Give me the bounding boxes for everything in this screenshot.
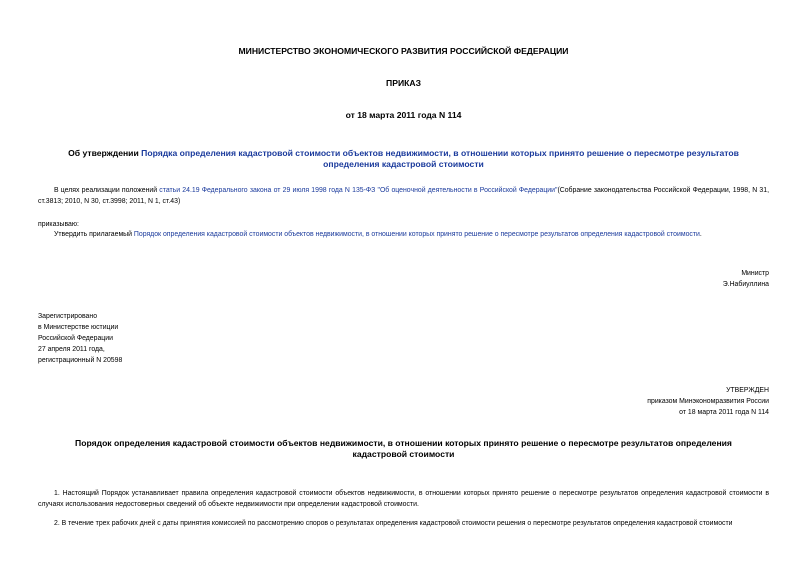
procedure-paragraph-2: 2. В течение трех рабочих дней с даты принятия комиссией по рассмотрению споров о результатах определения кадастровой стоимости решения о пересмотре результатов определения кадастровой стоимости: [54, 520, 733, 527]
registration-line-1: Зарегистрировано: [38, 313, 98, 320]
signature-position: Министр: [741, 270, 769, 277]
prikazyvayu-label: приказываю:: [38, 221, 79, 228]
approve-paragraph: [54, 229, 769, 240]
approved-line-1: УТВЕРЖДЕН: [726, 387, 769, 394]
registration-line-3: Российской Федерации: [38, 335, 113, 342]
signature-name: Э.Набиуллина: [722, 281, 769, 288]
ministry-heading: МИНИСТЕРСТВО ЭКОНОМИЧЕСКОГО РАЗВИТИЯ РОССИЙСКОЙ ФЕДЕРАЦИИ: [238, 46, 569, 56]
approve-suffix: .: [699, 231, 702, 238]
approved-line-2: приказом Минэкономразвития России: [647, 398, 769, 405]
preamble-paragraph: [38, 185, 769, 207]
preamble-intro: В целях реализации положений: [54, 187, 160, 194]
approve-prefix: Утвердить прилагаемый: [54, 231, 134, 238]
law-article-link[interactable]: статьи 24.19 Федерального закона от 29 июля 1998 года N 135-ФЗ "Об оценочной деятельности в Российской Федерации": [159, 187, 558, 194]
doc-type-heading: ПРИКАЗ: [386, 78, 421, 88]
procedure-title: Порядок определения кадастровой стоимости объектов недвижимости, в отношении которых принято решение о пересмотре результатов определения кадастровой стоимости: [75, 438, 732, 459]
procedure-link-title[interactable]: Порядка определения кадастровой стоимости объектов недвижимости, в отношении которых принято решение о пересмотре результатов определения кадастровой стоимости: [141, 148, 739, 169]
order-date-number: от 18 марта 2011 года N 114: [345, 110, 462, 120]
preamble-tail: (Собрание законодательства Российской Федерации, 1998, N 31, ст.3813; 2010, N 30, ст.3998; 2011, N 1, ст.43): [38, 187, 770, 205]
approved-line-3: от 18 марта 2011 года N 114: [679, 409, 769, 416]
procedure-link-approve[interactable]: Порядок определения кадастровой стоимости объектов недвижимости, в отношении которых принято решение о пересмотре результатов определения кадастровой стоимости: [133, 231, 700, 238]
registration-line-2: в Министерстве юстиции: [38, 324, 119, 331]
order-title-prefix: Об утверждении: [68, 148, 142, 158]
registration-line-4: 27 апреля 2011 года,: [38, 346, 105, 353]
procedure-paragraph-1: 1. Настоящий Порядок устанавливает правила определения кадастровой стоимости объектов недвижимости, в отношении которых принято решение о пересмотре результатов определения кадастровой стоимости в случаях использования недостоверных сведений об объекте недвижимости при определении кадастровой стоимости.: [38, 490, 769, 508]
order-title: [50, 148, 757, 170]
registration-line-5: регистрационный N 20598: [38, 357, 123, 364]
